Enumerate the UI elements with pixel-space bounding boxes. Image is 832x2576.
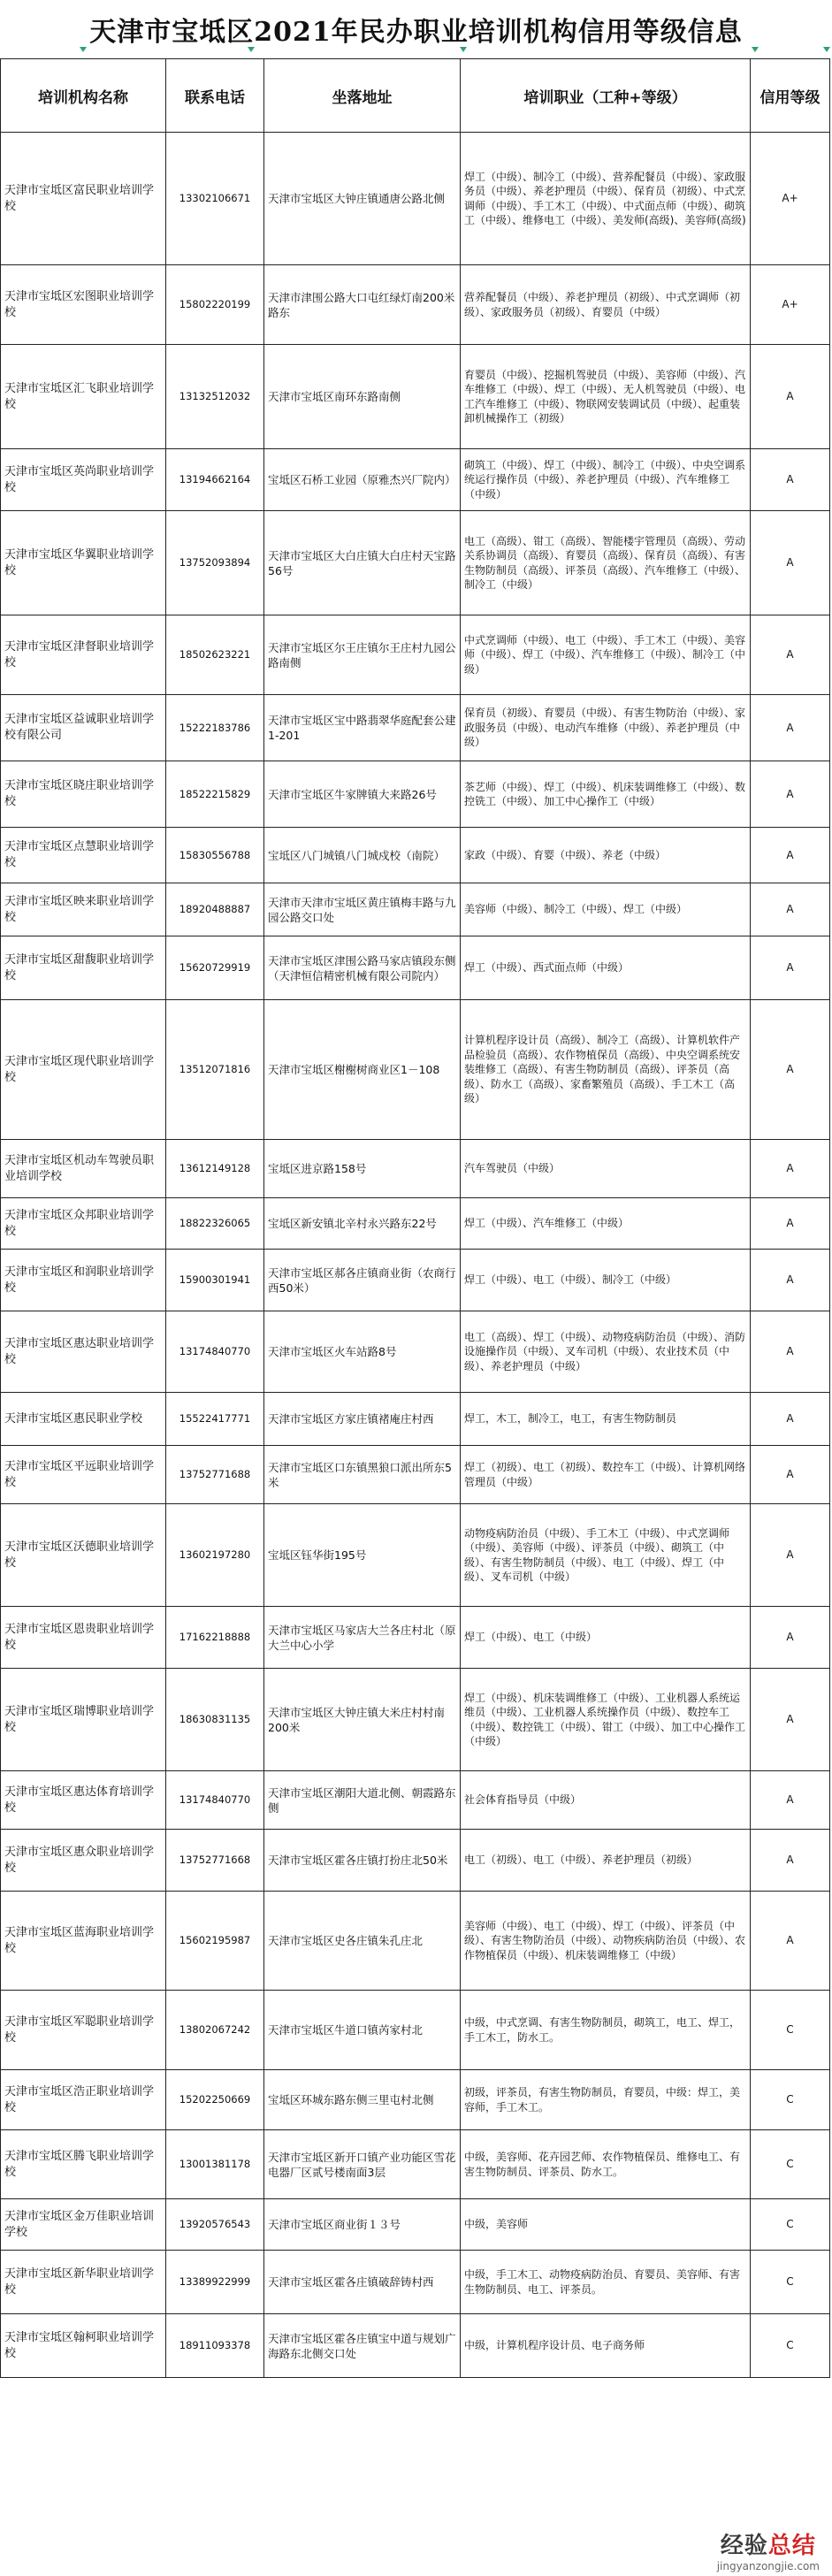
phone-cell: 13602197280 (166, 1504, 264, 1607)
table-row (1, 2314, 830, 2378)
credit-grade-cell: A (751, 1311, 830, 1393)
filter-arrow-icon[interactable] (80, 47, 87, 52)
phone-cell: 18911093378 (166, 2314, 264, 2378)
address-cell: 天津市宝坻区霍各庄镇打扮庄北50米 (264, 1830, 461, 1892)
phone-cell: 13612149128 (166, 1140, 264, 1198)
training-jobs-cell: 中级，手工木工、动物疫病防治员、育婴员、美容师、有害生物防制员、电工、评茶员。 (461, 2251, 751, 2314)
address-cell: 天津市宝坻区津围公路马家店镇段东侧（天津恒信精密机械有限公司院内） (264, 936, 461, 1000)
institution-name-cell: 天津市宝坻区浩正职业培训学校 (1, 2070, 166, 2130)
table-row (1, 1250, 830, 1311)
phone-cell: 15830556788 (166, 828, 264, 883)
institution-name-cell: 天津市宝坻区金万佳职业培训学校 (1, 2199, 166, 2251)
training-jobs-cell: 中级，美容师、花卉园艺师、农作物植保员、维修电工、有害生物防制员、评茶员、防水工。 (461, 2130, 751, 2199)
institution-name-cell: 天津市宝坻区新华职业培训学校 (1, 2251, 166, 2314)
institution-name-cell: 天津市宝坻区甜馥职业培训学校 (1, 936, 166, 1000)
phone-cell: 13802067242 (166, 1991, 264, 2070)
training-jobs-cell: 焊工（中级）、西式面点师（中级） (461, 936, 751, 1000)
column-header-phone: 联系电话 (166, 59, 264, 133)
institution-name-cell: 天津市宝坻区映来职业培训学校 (1, 883, 166, 936)
credit-grade-cell: A+ (751, 265, 830, 345)
column-header-address: 坐落地址 (264, 59, 461, 133)
institution-name-cell: 天津市宝坻区机动车驾驶员职业培训学校 (1, 1140, 166, 1198)
address-cell: 天津市宝坻区马家店大兰各庄村北（原大兰中心小学 (264, 1607, 461, 1669)
phone-cell: 13174840770 (166, 1311, 264, 1393)
table-row (1, 1892, 830, 1991)
address-cell: 天津市天津市宝坻区黄庄镇梅丰路与九园公路交口处 (264, 883, 461, 936)
training-jobs-cell: 焊工，木工，制冷工，电工，有害生物防制员 (461, 1393, 751, 1446)
credit-grade-cell: A (751, 615, 830, 695)
address-cell: 天津市宝坻区尔王庄镇尔王庄村九园公路南侧 (264, 615, 461, 695)
institution-name-cell: 天津市宝坻区津督职业培训学校 (1, 615, 166, 695)
credit-grade-cell: C (751, 2251, 830, 2314)
credit-grade-cell: C (751, 2199, 830, 2251)
filter-arrow-icon[interactable] (752, 47, 759, 52)
table-row (1, 615, 830, 695)
watermark-text: 经验 (720, 2533, 768, 2559)
table-row (1, 1669, 830, 1771)
table-row (1, 345, 830, 449)
institution-name-cell: 天津市宝坻区恩贵职业培训学校 (1, 1607, 166, 1669)
training-jobs-cell: 美容师（中级）、制冷工（中级）、焊工（中级） (461, 883, 751, 936)
training-jobs-cell: 焊工（初级）、电工（初级）、数控车工（中级）、计算机网络管理员（中级） (461, 1446, 751, 1504)
institution-name-cell: 天津市宝坻区众邦职业培训学校 (1, 1198, 166, 1250)
credit-grade-cell: A (751, 511, 830, 615)
phone-cell: 18822326065 (166, 1198, 264, 1250)
page-title: 天津市宝坻区2021年民办职业培训机构信用等级信息 (89, 17, 743, 48)
phone-cell: 18920488887 (166, 883, 264, 936)
institution-name-cell: 天津市宝坻区宏图职业培训学校 (1, 265, 166, 345)
watermark-text-accent: 总结 (767, 2533, 816, 2559)
address-cell: 天津市宝坻区火车站路8号 (264, 1311, 461, 1393)
watermark (717, 2527, 820, 2572)
table-row (1, 133, 830, 265)
credit-grade-cell: A+ (751, 133, 830, 265)
phone-cell: 13512071816 (166, 1000, 264, 1140)
filter-arrow-icon[interactable] (248, 47, 255, 52)
table-row (1, 265, 830, 345)
institution-name-cell: 天津市宝坻区惠达职业培训学校 (1, 1311, 166, 1393)
institution-name-cell: 天津市宝坻区沃德职业培训学校 (1, 1504, 166, 1607)
header-row (1, 59, 830, 133)
credit-grade-cell: C (751, 2314, 830, 2378)
phone-cell: 15900301941 (166, 1250, 264, 1311)
phone-cell: 13302106671 (166, 133, 264, 265)
credit-grade-cell: A (751, 345, 830, 449)
address-cell: 天津市宝坻区霍各庄镇破辞铸村西 (264, 2251, 461, 2314)
training-jobs-cell: 计算机程序设计员（高级）、制冷工（高级）、计算机软件产品检验员（高级）、农作物植保员（高级）、中央空调系统安装维修工（高级）、有害生物防制员（高级）、评茶员（高级）、防水工（高级）、家畜繁殖员（高级）、手工木工（高级） (461, 1000, 751, 1140)
phone-cell: 13752093894 (166, 511, 264, 615)
credit-grade-cell: A (751, 1892, 830, 1991)
address-cell: 天津市宝坻区南环东路南侧 (264, 345, 461, 449)
phone-cell: 13752771688 (166, 1446, 264, 1504)
training-jobs-cell: 砌筑工（中级）、焊工（中级）、制冷工（中级）、中央空调系统运行操作员（中级）、养老护理员（中级）、汽车维修工（中级） (461, 449, 751, 511)
address-cell: 宝坻区石桥工业园（原雅杰兴厂院内） (264, 449, 461, 511)
credit-grade-cell: A (751, 1830, 830, 1892)
institution-name-cell: 天津市宝坻区汇飞职业培训学校 (1, 345, 166, 449)
training-jobs-cell: 初级，评茶员，有害生物防制员，育婴员，中级：焊工，美容师，手工木工。 (461, 2070, 751, 2130)
address-cell: 天津市宝坻区史各庄镇朱孔庄北 (264, 1892, 461, 1991)
address-cell: 天津市宝坻区牛家牌镇大来路26号 (264, 761, 461, 828)
credit-grade-cell: A (751, 1000, 830, 1140)
phone-cell: 15202250669 (166, 2070, 264, 2130)
table-row (1, 883, 830, 936)
credit-grade-cell: A (751, 828, 830, 883)
address-cell: 天津市宝坻区榭榭树商业区1－108 (264, 1000, 461, 1140)
address-cell: 天津市宝坻区商业街１３号 (264, 2199, 461, 2251)
credit-grade-cell: C (751, 1991, 830, 2070)
institution-name-cell: 天津市宝坻区惠达体育培训学校 (1, 1771, 166, 1830)
address-cell: 天津市宝坻区方家庄镇褚庵庄村西 (264, 1393, 461, 1446)
training-jobs-cell: 社会体育指导员（中级） (461, 1771, 751, 1830)
institution-name-cell: 天津市宝坻区瑞博职业培训学校 (1, 1669, 166, 1771)
table-row (1, 1607, 830, 1669)
institution-name-cell: 天津市宝坻区和润职业培训学校 (1, 1250, 166, 1311)
table-row (1, 2199, 830, 2251)
credit-grade-cell: A (751, 883, 830, 936)
address-cell: 宝坻区环城东路东侧三里屯村北侧 (264, 2070, 461, 2130)
address-cell: 天津市宝坻区霍各庄镇宝中道与规划广海路东北侧交口处 (264, 2314, 461, 2378)
table-row (1, 1311, 830, 1393)
institution-name-cell: 天津市宝坻区点慧职业培训学校 (1, 828, 166, 883)
table-row (1, 1446, 830, 1504)
credit-grade-cell: A (751, 936, 830, 1000)
address-cell: 天津市宝坻区郝各庄镇商业街（农商行西50米） (264, 1250, 461, 1311)
phone-cell: 15602195987 (166, 1892, 264, 1991)
training-jobs-cell: 育婴员（中级）、挖掘机驾驶员（中级）、美容师（中级）、汽车维修工（中级）、焊工（中级）、无人机驾驶员（中级）、电工汽车维修工（中级）、物联网安装调试员（中级）、起重装卸机械操作工（初级） (461, 345, 751, 449)
address-cell: 天津市津围公路大口屯红绿灯南200米路东 (264, 265, 461, 345)
training-jobs-cell: 电工（初级）、电工（中级）、养老护理员（初级） (461, 1830, 751, 1892)
training-jobs-cell: 中级，美容师 (461, 2199, 751, 2251)
training-jobs-cell: 中式烹调师（中级）、电工（中级）、手工木工（中级）、美容师（中级）、焊工（中级）、汽车维修工（中级）、制冷工（中级） (461, 615, 751, 695)
training-jobs-cell: 焊工（中级）、机床装调维修工（中级）、工业机器人系统运维员（中级）、工业机器人系统操作员（中级）、数控车工（中级）、数控铣工（中级）、钳工（中级）、加工中心操作工（中级） (461, 1669, 751, 1771)
table-row (1, 2070, 830, 2130)
table-row (1, 1830, 830, 1892)
table-row (1, 1504, 830, 1607)
table-row (1, 695, 830, 761)
credit-grade-cell: A (751, 1198, 830, 1250)
phone-cell: 13752771668 (166, 1830, 264, 1892)
phone-cell: 18630831135 (166, 1669, 264, 1771)
address-cell: 天津市宝坻区牛道口镇芮家村北 (264, 1991, 461, 2070)
table-row (1, 449, 830, 511)
institution-name-cell: 天津市宝坻区华翼职业培训学校 (1, 511, 166, 615)
training-jobs-cell: 电工（高级）、焊工（中级）、动物疫病防治员（中级）、消防设施操作员（中级）、叉车司机（中级）、农业技术员（中级）、养老护理员（中级） (461, 1311, 751, 1393)
credit-grade-cell: A (751, 1140, 830, 1198)
table-row (1, 2251, 830, 2314)
address-cell: 宝坻区钰华街195号 (264, 1504, 461, 1607)
table-row (1, 511, 830, 615)
institution-name-cell: 天津市宝坻区军聪职业培训学校 (1, 1991, 166, 2070)
training-jobs-cell: 电工（高级）、钳工（高级）、智能楼宇管理员（高级）、劳动关系协调员（高级）、育婴员（高级）、保育员（高级）、有害生物防制员（高级）、评茶员（高级）、汽车维修工（中级）、制冷工（中级） (461, 511, 751, 615)
institution-name-cell: 天津市宝坻区平远职业培训学校 (1, 1446, 166, 1504)
training-jobs-cell: 美容师（中级）、电工（中级）、焊工（中级）、评茶员（中级）、有害生物防治员（中级）、动物疾病防治员（中级）、农作物植保员（中级）、机床装调维修工（中级） (461, 1892, 751, 1991)
filter-arrow-icon[interactable] (460, 47, 467, 52)
address-cell: 宝坻区八门城镇八门城戍校（南院） (264, 828, 461, 883)
filter-arrow-icon[interactable] (823, 47, 830, 52)
institution-name-cell: 天津市宝坻区英尚职业培训学校 (1, 449, 166, 511)
training-jobs-cell: 家政（中级）、育婴（中级）、养老（中级） (461, 828, 751, 883)
training-jobs-cell: 焊工（中级）、汽车维修工（中级） (461, 1198, 751, 1250)
training-jobs-cell: 茶艺师（中级）、焊工（中级）、机床装调维修工（中级）、数控铣工（中级）、加工中心操作工（中级） (461, 761, 751, 828)
institution-name-cell: 天津市宝坻区蓝海职业培训学校 (1, 1892, 166, 1991)
training-jobs-cell: 焊工（中级）、电工（中级） (461, 1607, 751, 1669)
table-row (1, 1140, 830, 1198)
phone-cell: 13132512032 (166, 345, 264, 449)
credit-grade-cell: C (751, 2070, 830, 2130)
column-header-name: 培训机构名称 (1, 59, 166, 133)
phone-cell: 17162218888 (166, 1607, 264, 1669)
phone-cell: 13194662164 (166, 449, 264, 511)
phone-cell: 13174840770 (166, 1771, 264, 1830)
table-row (1, 1771, 830, 1830)
credit-grade-cell: A (751, 449, 830, 511)
institution-name-cell: 天津市宝坻区晓庄职业培训学校 (1, 761, 166, 828)
credit-grade-cell: A (751, 761, 830, 828)
address-cell: 天津市宝坻区大白庄镇大白庄村天宝路56号 (264, 511, 461, 615)
training-jobs-cell: 汽车驾驶员（中级） (461, 1140, 751, 1198)
address-cell: 宝坻区进京路158号 (264, 1140, 461, 1198)
credit-grade-cell: A (751, 1771, 830, 1830)
watermark-url: jingyanzongjie.com (716, 2560, 820, 2572)
phone-cell: 15802220199 (166, 265, 264, 345)
credit-grade-cell: A (751, 1250, 830, 1311)
credit-grade-cell: A (751, 1669, 830, 1771)
credit-grade-cell: A (751, 1504, 830, 1607)
phone-cell: 13001381178 (166, 2130, 264, 2199)
table-row (1, 761, 830, 828)
column-header-grade: 信用等级 (751, 59, 830, 133)
training-jobs-cell: 营养配餐员（中级）、养老护理员（初级）、中式烹调师（初级）、家政服务员（初级）、育婴员（中级） (461, 265, 751, 345)
institution-name-cell: 天津市宝坻区益诚职业培训学校有限公司 (1, 695, 166, 761)
training-jobs-cell: 中级，中式烹调、有害生物防制员，砌筑工，电工、焊工，手工木工，防水工。 (461, 1991, 751, 2070)
phone-cell: 18522215829 (166, 761, 264, 828)
table-row (1, 1991, 830, 2070)
column-header-jobs: 培训职业（工种+等级） (461, 59, 751, 133)
institution-name-cell: 天津市宝坻区惠众职业培训学校 (1, 1830, 166, 1892)
phone-cell: 13389922999 (166, 2251, 264, 2314)
address-cell: 宝坻区新安镇北辛村永兴路东22号 (264, 1198, 461, 1250)
table-row (1, 2130, 830, 2199)
institution-name-cell: 天津市宝坻区惠民职业学校 (1, 1393, 166, 1446)
address-cell: 天津市宝坻区口东镇黑狼口派出所东5米 (264, 1446, 461, 1504)
table-row (1, 936, 830, 1000)
address-cell: 天津市宝坻区宝中路翡翠华庭配套公建1-201 (264, 695, 461, 761)
phone-cell: 15522417771 (166, 1393, 264, 1446)
table-row (1, 1198, 830, 1250)
training-jobs-cell: 焊工（中级）、电工（中级）、制冷工（中级） (461, 1250, 751, 1311)
training-jobs-cell: 动物疫病防治员（中级）、手工木工（中级）、中式烹调师（中级）、美容师（中级）、评茶员（中级）、砌筑工（中级）、有害生物防制员（中级）、电工（中级）、焊工（中级）、叉车司机（中级） (461, 1504, 751, 1607)
credit-grade-cell: A (751, 1393, 830, 1446)
training-jobs-cell: 中级，计算机程序设计员、电子商务师 (461, 2314, 751, 2378)
credit-grade-cell: A (751, 1607, 830, 1669)
table-row (1, 828, 830, 883)
credit-grade-cell: A (751, 1446, 830, 1504)
training-jobs-cell: 焊工（中级）、制冷工（中级）、营养配餐员（中级）、家政服务员（中级）、养老护理员（中级）、保育员（初级）、中式烹调师（中级）、手工木工（中级）、中式面点师（中级）、砌筑工（中级）、维修电工（中级）、美发师(高级)、美容师(高级) (461, 133, 751, 265)
institution-name-cell: 天津市宝坻区翰柯职业培训学校 (1, 2314, 166, 2378)
phone-cell: 15222183786 (166, 695, 264, 761)
institutions-table (0, 58, 830, 2378)
phone-cell: 13920576543 (166, 2199, 264, 2251)
credit-grade-cell: C (751, 2130, 830, 2199)
institution-name-cell: 天津市宝坻区富民职业培训学校 (1, 133, 166, 265)
address-cell: 天津市宝坻区大钟庄镇大米庄村村南200米 (264, 1669, 461, 1771)
table-row (1, 1000, 830, 1140)
address-cell: 天津市宝坻区潮阳大道北侧、朝霞路东侧 (264, 1771, 461, 1830)
training-jobs-cell: 保育员（初级）、育婴员（中级）、有害生物防治（中级）、家政服务员（中级）、电动汽车维修（中级）、养老护理员（中级） (461, 695, 751, 761)
phone-cell: 18502623221 (166, 615, 264, 695)
address-cell: 天津市宝坻区新开口镇产业功能区雪花电器厂区贰号楼南面3层 (264, 2130, 461, 2199)
credit-grade-cell: A (751, 695, 830, 761)
address-cell: 天津市宝坻区大钟庄镇通唐公路北侧 (264, 133, 461, 265)
institution-name-cell: 天津市宝坻区现代职业培训学校 (1, 1000, 166, 1140)
institution-name-cell: 天津市宝坻区腾飞职业培训学校 (1, 2130, 166, 2199)
phone-cell: 15620729919 (166, 936, 264, 1000)
table-row (1, 1393, 830, 1446)
